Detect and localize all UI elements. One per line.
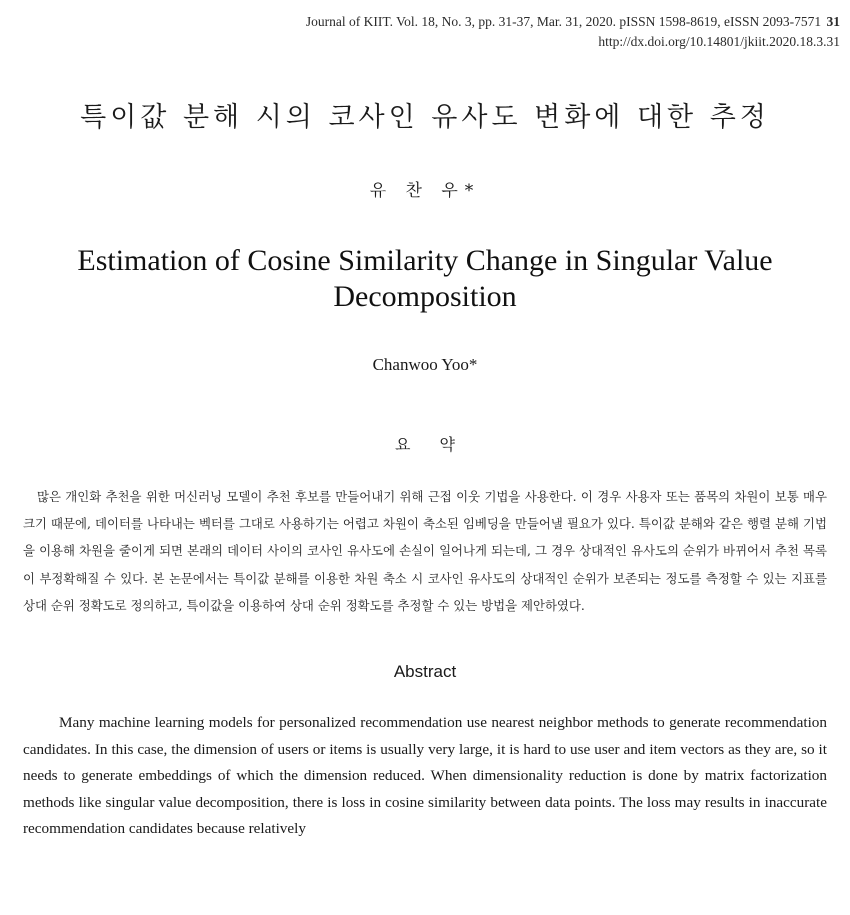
korean-abstract-text: 많은 개인화 추천을 위한 머신러닝 모델이 추천 후보를 만들어내기 위해 근접 이웃 기법을 사용한다. 이 경우 사용자 또는 품목의 차원이 보통 매우 크기 때문에, 데이터를 나타내는 벡터를 그대로 사용하기는 어렵고 차원이 축소된 임베딩을 만들어낼 필요가 있다. 특이값 분해와 같은 행렬 분해 기법을 이용해 차원을 줄이게 되면 본래의 데이터 사이의 코사인 유사도에 손실이 일어나게 되는데, 그 경우 상대적인 유사도의 순위가 바뀌어서 추천 목록이 부정확해질 수 있다. 본 논문에서는 특이값 분해를 이용한 차원 축소 시 코사인 유사도의 상대적인 순위가 보존되는 정도를 측정할 수 있는 지표를 상대 순위 정확도로 정의하고, 특이값을 이용하여 상대 순위 정확도를 추정할 수 있는 방법을 제안하였다. bbox=[23, 489, 827, 613]
korean-author: 유 찬 우* bbox=[369, 181, 481, 201]
english-abstract-text: Many machine learning models for personalized recommendation use nearest neighbor methods to generate recommendation candidates. In this case, the dimension of users or items is usually very large, it is hard to use user and item vectors as they are, so it needs to generate embeddings of which the dimension reduced. When dimensionality reduction is done by matrix factorization methods like singular value decomposition, there is loss in cosine similarity between data points. The loss may results in inaccurate recommendation candidates because relatively bbox=[23, 714, 827, 837]
journal-header bbox=[120, 12, 840, 52]
english-abstract-heading: Abstract bbox=[393, 662, 457, 681]
korean-abstract-heading: 요 약 bbox=[395, 435, 467, 454]
page-number: 31 bbox=[826, 14, 840, 29]
english-title: Estimation of Cosine Similarity Change in Singular Value Decomposition bbox=[77, 244, 773, 313]
english-author: Chanwoo Yoo* bbox=[372, 355, 478, 374]
citation-line bbox=[120, 12, 840, 32]
korean-title: 특이값 분해 시의 코사인 유사도 변화에 대한 추정 bbox=[80, 102, 770, 133]
doi-link[interactable]: http://dx.doi.org/10.14801/jkiit.2020.18.3.31 bbox=[598, 34, 840, 49]
journal-citation: Journal of KIIT. Vol. 18, No. 3, pp. 31-37, Mar. 31, 2020. pISSN 1598-8619, eISSN 2093-7571 bbox=[305, 14, 822, 29]
